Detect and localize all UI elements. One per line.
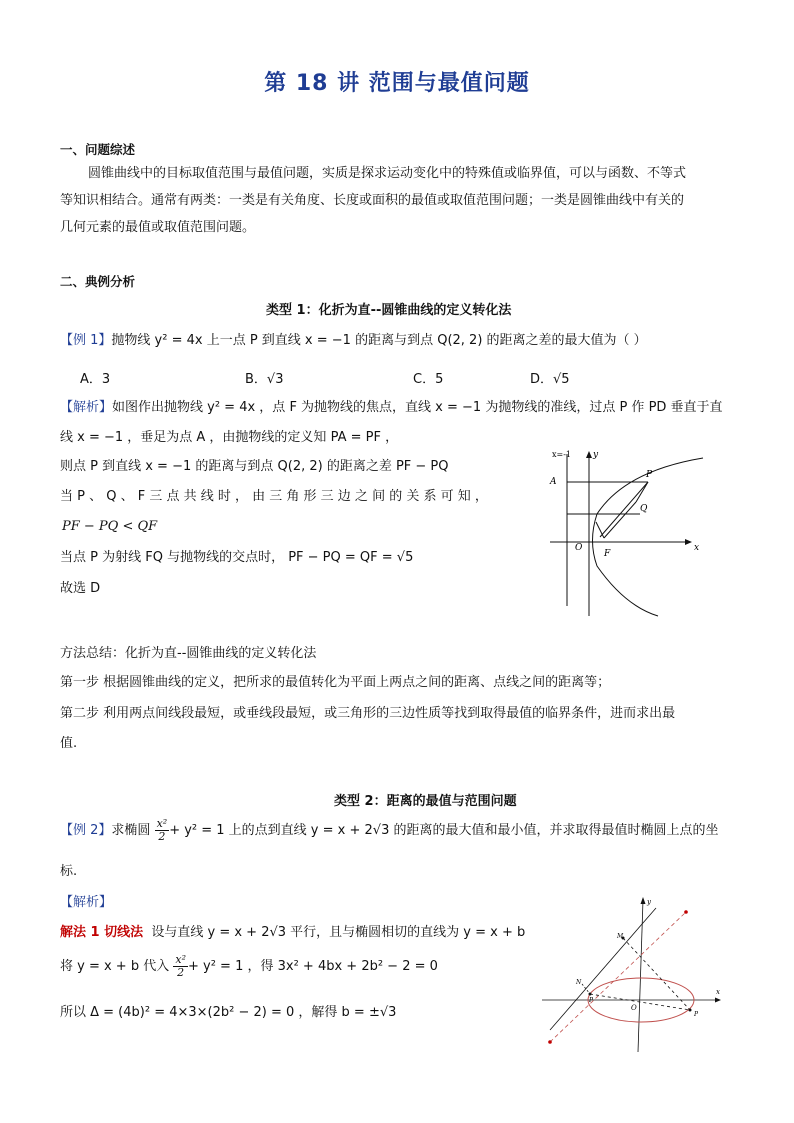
fraction-denominator-b: 2 bbox=[177, 966, 185, 979]
label-a: A bbox=[550, 477, 557, 487]
overview-paragraph-line2: 等知识相结合。通常有两类：一类是有关角度、长度或面积的最值或取值范围问题；一类是圆锥曲线中有关的 bbox=[60, 193, 685, 208]
line-given bbox=[550, 908, 656, 1030]
example1-option-d: D．√5 bbox=[530, 372, 570, 387]
example1-option-a: A．3 bbox=[80, 372, 111, 387]
label-x: x bbox=[694, 543, 700, 553]
example2-pre: 求椭圆 bbox=[111, 823, 151, 838]
label-p-left: P bbox=[589, 997, 594, 1004]
label-m: M bbox=[617, 933, 624, 940]
solution1-line6: 当点 P 为射线 FQ 与抛物线的交点时， PF − PQ = QF = √5 bbox=[60, 550, 414, 565]
solution1-line5: PF − PQ < QF bbox=[62, 519, 158, 534]
label-f: F bbox=[604, 549, 611, 559]
y-axis-arrow bbox=[641, 897, 646, 904]
solution1-line4: 当 P 、 Q 、 F 三 点 共 线 时 ， 由 三 角 形 三 边 之 间 的 关 系 可 知 ， bbox=[60, 489, 488, 504]
solution2-text1: 设与直线 y = x + 2√3 平行，且与椭圆相切的直线为 y = x + b bbox=[151, 925, 526, 940]
label-o: O bbox=[575, 543, 583, 553]
example1-option-c: C．5 bbox=[413, 372, 444, 387]
segment-pq bbox=[636, 482, 648, 502]
ellipse-figure bbox=[538, 892, 728, 1057]
solution1-tag: 【解析】 bbox=[60, 400, 113, 415]
section-heading-overview: 一、问题综述 bbox=[60, 142, 136, 157]
solution1-line7: 故选 D bbox=[60, 581, 101, 596]
y-axis bbox=[638, 900, 643, 1052]
x-axis-arrow bbox=[685, 539, 692, 545]
example1-text: 抛物线 y² = 4x 上一点 P 到直线 x = −1 的距离与到点 Q(2, 2) 的距离之差的最大值为（ ） bbox=[111, 333, 647, 348]
parabola-figure bbox=[540, 446, 715, 618]
label-p: P bbox=[646, 470, 653, 480]
segment-qf bbox=[604, 502, 636, 538]
overview-paragraph-line3: 几何元素的最值或取值范围问题。 bbox=[60, 220, 256, 235]
label-q: Q bbox=[640, 504, 648, 514]
label-directrix: x=-1 bbox=[552, 450, 572, 459]
fraction-denominator: 2 bbox=[158, 830, 166, 843]
label-p-right: P bbox=[694, 1011, 699, 1018]
section-heading-examples: 二、典例分析 bbox=[60, 274, 136, 289]
label-n: N bbox=[576, 979, 582, 986]
solution1-text1: 如图作出抛物线 y² = 4x ，点 F 为抛物线的焦点，直线 x = −1 为抛物线的准线，过点 P 作 PD 垂直于直 bbox=[112, 400, 723, 415]
method-step1: 第一步 根据圆锥曲线的定义，把所求的最值转化为平面上两点之间的距离、点线之间的距离等； bbox=[60, 675, 611, 690]
solution2-line1 bbox=[60, 926, 525, 940]
solution1-line2: 线 x = −1 ，垂足为点 A ，由抛物线的定义知 PA = PF ， bbox=[60, 430, 399, 445]
example1-tag: 【例 1】 bbox=[60, 333, 112, 348]
label-y: y bbox=[647, 898, 651, 906]
solution2-text2b: + y² = 1 ，得 3x² + 4bx + 2b² − 2 = 0 bbox=[187, 959, 438, 974]
solution2-text2a: 将 y = x + b 代入 bbox=[60, 959, 170, 974]
type1-heading: 类型 1：化折为直--圆锥曲线的定义转化法 bbox=[266, 303, 512, 318]
x-axis-arrow bbox=[715, 998, 721, 1003]
y-axis-arrow bbox=[586, 451, 592, 458]
fraction-numerator: x² bbox=[156, 817, 168, 830]
example1-option-b: B．√3 bbox=[245, 372, 284, 387]
perpendicular-segment-m bbox=[623, 938, 690, 1010]
tangent-line-upper bbox=[550, 912, 686, 1042]
point-p-left bbox=[589, 993, 592, 996]
fraction-numerator-b: x² bbox=[175, 953, 186, 966]
method-step2-cont: 值. bbox=[60, 736, 78, 751]
label-y: y bbox=[593, 450, 599, 460]
solution2-line2 bbox=[60, 954, 438, 980]
page-title: 第 18 讲 范围与最值问题 bbox=[264, 71, 530, 96]
overview-paragraph-line1: 圆锥曲线中的目标取值范围与最值问题，实质是探求运动变化中的特殊值或临界值，可以与函数、不等式 bbox=[88, 166, 687, 181]
solution2-line3: 所以 Δ = (4b)² = 4×3×(2b² − 2) = 0 ，解得 b = ±√3 bbox=[60, 1005, 397, 1020]
type2-heading: 类型 2：距离的最值与范围问题 bbox=[334, 794, 517, 809]
solution1-line3: 则点 P 到直线 x = −1 的距离与到点 Q(2, 2) 的距离之差 PF − PQ bbox=[60, 459, 449, 474]
example2-post: + y² = 1 上的点到直线 y = x + 2√3 的距离的最大值和最小值，并求取得最值时椭圆上点的坐 bbox=[169, 823, 719, 838]
point-p-right bbox=[689, 1009, 692, 1012]
point-lower-left bbox=[548, 1040, 552, 1044]
solution1-line1 bbox=[60, 401, 723, 415]
example2-line2: 标. bbox=[60, 864, 78, 879]
solution2-method-label: 解法 1 切线法 bbox=[60, 925, 144, 940]
example2-tag: 【例 2】 bbox=[60, 823, 112, 838]
example1-question bbox=[60, 334, 647, 348]
method-step2: 第二步 利用两点间线段最短，或垂线段最短，或三角形的三边性质等找到取得最值的临界条件，进而求出最 bbox=[60, 706, 676, 721]
method-summary: 方法总结：化折为直--圆锥曲线的定义转化法 bbox=[60, 646, 317, 661]
label-o: O bbox=[631, 1004, 637, 1012]
segment-aux2 bbox=[596, 522, 604, 538]
point-upper-right bbox=[684, 910, 688, 914]
example2-question bbox=[60, 818, 718, 844]
label-x: x bbox=[716, 988, 720, 996]
solution2-tag: 【解析】 bbox=[60, 895, 113, 910]
fraction-x2-over-2-b bbox=[173, 954, 188, 979]
fraction-x2-over-2 bbox=[155, 818, 170, 843]
